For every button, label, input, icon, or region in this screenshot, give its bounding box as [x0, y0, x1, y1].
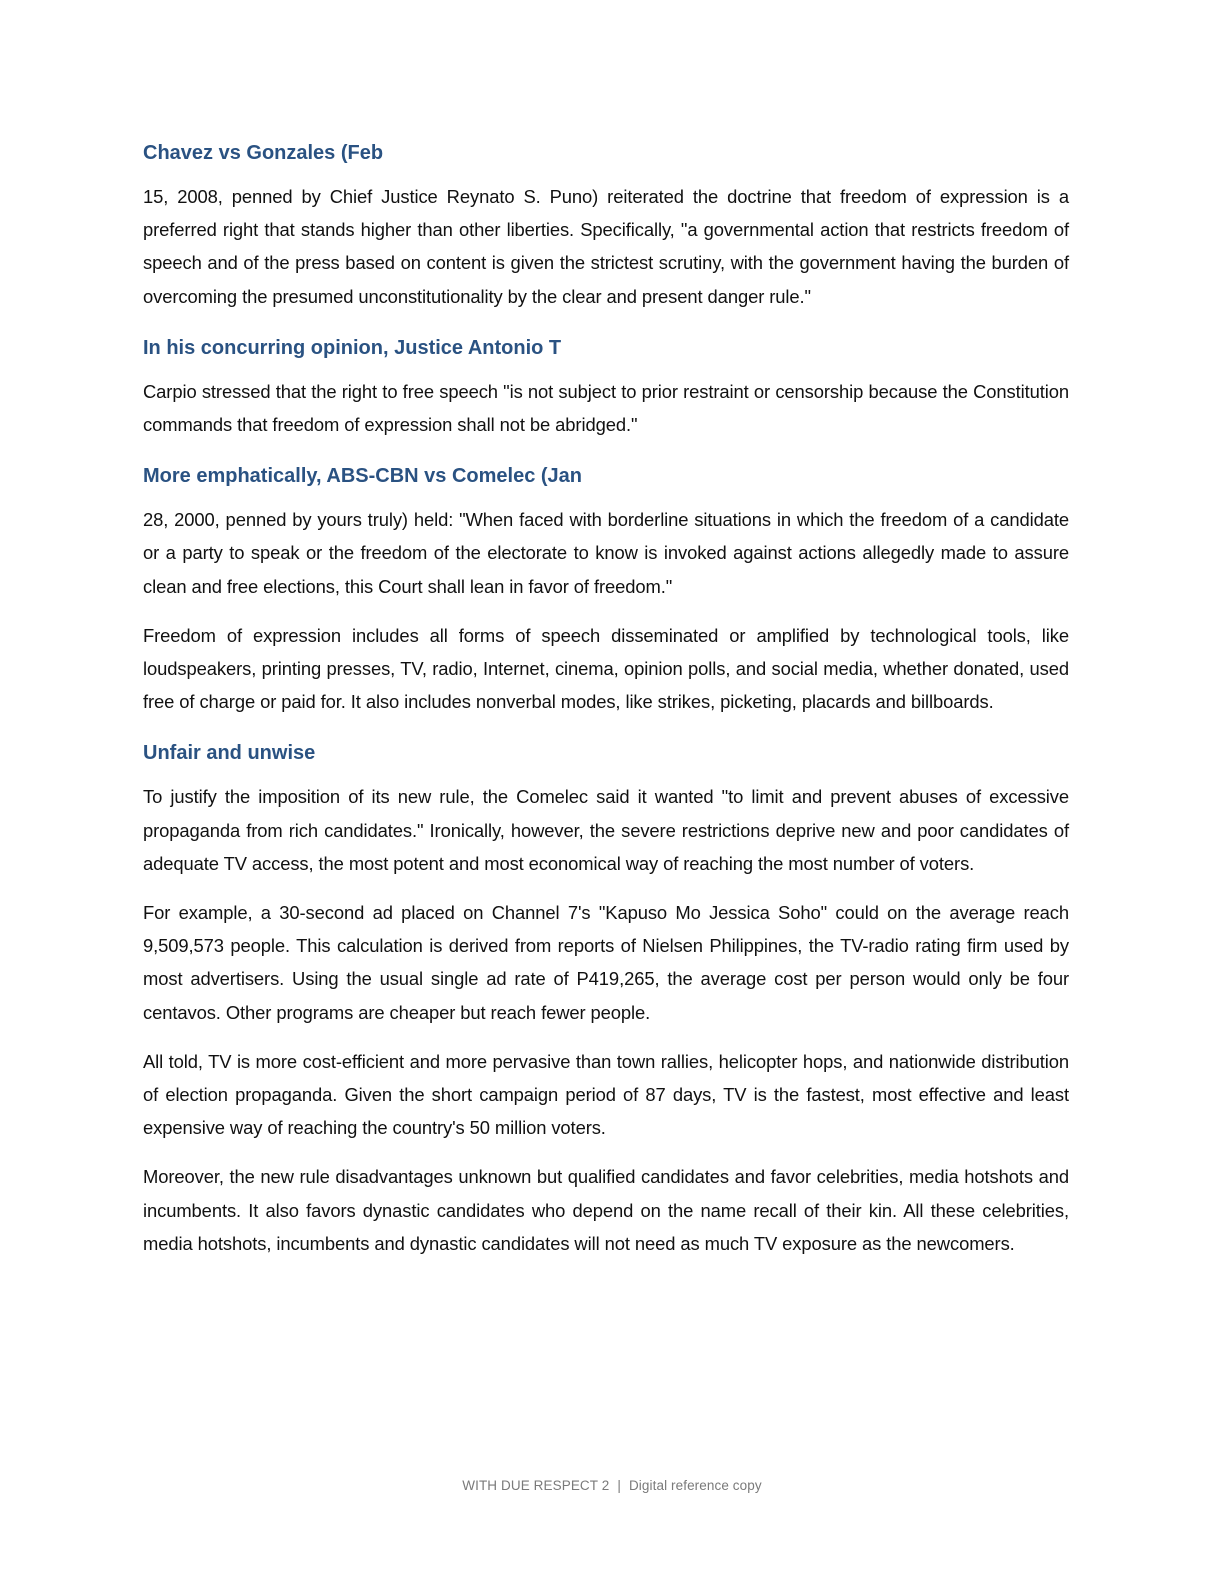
footer-note: Digital reference copy: [628, 1478, 762, 1493]
body-paragraph: Freedom of expression includes all forms of speech disseminated or amplified by technological tools, like loudspeakers, printing presses, TV, radio, Internet, cinema, opinion polls, and social media, whether donated, used free of charge or paid for. It also includes nonverbal modes, like strikes, picketing, placards and billboards.: [143, 624, 1069, 713]
body-paragraph: To justify the imposition of its new rule, the Comelec said it wanted "to limit and prevent abuses of excessive propaganda from rich candidates." Ironically, however, the severe restrictions deprive new and poor candidates of adequate TV access, the most potent and most economical way of reaching the most number of voters.: [143, 786, 1069, 874]
page-footer: [0, 1478, 1224, 1493]
body-paragraph: For example, a 30-second ad placed on Channel 7's "Kapuso Mo Jessica Soho" could on the average reach 9,509,573 people. This calculation is derived from reports of Nielsen Philippines, the TV-radio rating firm used by most advertisers. Using the usual single ad rate of P419,265, the average cost per person would only be four centavos. Other programs are cheaper but reach fewer people.: [143, 902, 1069, 1023]
section-heading: In his concurring opinion, Justice Antonio T: [143, 336, 562, 359]
body-paragraph: All told, TV is more cost-efficient and more pervasive than town rallies, helicopter hops, and nationwide distribution of election propaganda. Given the short campaign period of 87 days, TV is the fastest, most effective and least expensive way of reaching the country's 50 million voters.: [143, 1050, 1069, 1139]
footer-title: WITH DUE RESPECT 2: [462, 1478, 610, 1493]
body-paragraph: 15, 2008, penned by Chief Justice Reynato S. Puno) reiterated the doctrine that freedom of expression is a preferred right that stands higher than other liberties. Specifically, "a governmental action that restricts freedom of speech and of the press based on content is given the strictest scrutiny, with the government having the burden of overcoming the presumed unconstitutionality by the clear and present danger rule.": [143, 186, 1069, 307]
document-body: [143, 138, 1069, 1276]
footer-separator: |: [617, 1478, 621, 1493]
body-paragraph: Carpio stressed that the right to free speech "is not subject to prior restraint or censorship because the Constitution commands that freedom of expression shall not be abridged.": [143, 380, 1069, 436]
body-paragraph: Moreover, the new rule disadvantages unknown but qualified candidates and favor celebrities, media hotshots and incumbents. It also favors dynastic candidates who depend on the name recall of their kin. All these celebrities, media hotshots, incumbents and dynastic candidates will not need as much TV exposure as the newcomers.: [143, 1166, 1069, 1254]
section-heading: Chavez vs Gonzales (Feb: [143, 142, 384, 164]
section-heading: Unfair and unwise: [143, 742, 316, 765]
body-paragraph: 28, 2000, penned by yours truly) held: "When faced with borderline situations in which the freedom of a candidate or a party to speak or the freedom of the electorate to know is invoked against actions allegedly made to assure clean and free elections, this Court shall lean in favor of freedom.": [143, 509, 1069, 597]
section-heading: More emphatically, ABS-CBN vs Comelec (Jan: [143, 465, 583, 488]
